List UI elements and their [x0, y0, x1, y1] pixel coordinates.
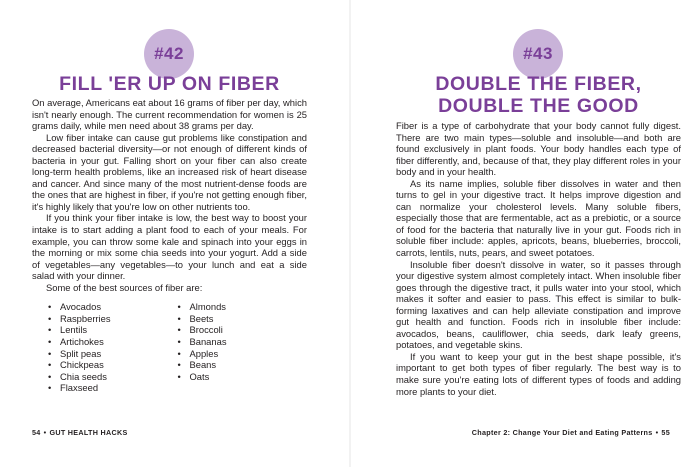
bullet: • [48, 347, 52, 359]
paragraph: If you want to keep your gut in the best shape possible, it's important to get both types of fiber regularly. The best way is to make sure you're eating lots of different types of foods and adding more plants to your diet. [396, 350, 681, 397]
fiber-sources-list [32, 301, 307, 394]
list-item-text: Avocados [60, 301, 102, 313]
bullet: • [177, 312, 181, 324]
list-item-text: Chickpeas [60, 359, 104, 371]
page-number: 54 [32, 428, 41, 437]
list-item-text: Raspberries [60, 312, 111, 324]
list-item [178, 324, 308, 336]
list-item-text: Split peas [60, 347, 102, 359]
list-item-text: Bananas [189, 336, 227, 348]
list-item [178, 301, 308, 313]
page-number: 55 [661, 428, 670, 437]
bullet: • [48, 301, 52, 313]
list-item [48, 336, 178, 348]
bullet: • [48, 336, 52, 348]
bullet: • [177, 301, 181, 313]
bullet: • [177, 347, 181, 359]
footer-separator: • [43, 428, 47, 437]
paragraph: Fiber is a type of carbohydrate that your body cannot fully digest. There are two main types—soluble and insoluble—and both are found exclusively in plant foods. Your body handles each type of fiber differently, and, because of that, they play different roles in your body and in your health. [396, 120, 681, 178]
book-title: GUT HEALTH HACKS [49, 428, 128, 437]
list-item [178, 359, 308, 371]
page-footer [32, 428, 128, 437]
list-item-text: Beans [189, 359, 217, 371]
list-item [48, 359, 178, 371]
list-item [178, 371, 308, 383]
body-text [32, 97, 307, 394]
bullet: • [48, 324, 52, 336]
list-item [178, 313, 308, 325]
list-item [178, 348, 308, 360]
bullet: • [48, 382, 52, 394]
list-item [48, 348, 178, 360]
list-item-text: Artichokes [60, 336, 104, 348]
bullet: • [177, 370, 181, 382]
list-item-text: Chia seeds [60, 370, 107, 382]
paragraph: Low fiber intake can cause gut problems like constipation and decreased bacterial diversity—or not enough of different kinds of bacteria in your gut. Falling short on your fiber can also create long-term health problems, like an increased risk of heart disease and cancer. And since many of the most nutrient-dense foods are the ones that are highest in fiber, if you're not getting enough fiber, it's highly likely that you're low on other nutrients too. [32, 131, 307, 212]
list-item [48, 301, 178, 313]
list-item-text: Lentils [60, 324, 88, 336]
list-item-text: Broccoli [189, 324, 223, 336]
footer-separator: • [655, 428, 659, 437]
fiber-list-column-2 [178, 301, 308, 394]
bullet: • [177, 359, 181, 371]
list-item [48, 382, 178, 394]
list-item-text: Apples [189, 347, 219, 359]
tip-heading [396, 73, 681, 117]
list-item [48, 371, 178, 383]
list-item-text: Almonds [189, 301, 226, 313]
bullet: • [177, 336, 181, 348]
page-footer [472, 428, 670, 437]
bullet: • [48, 312, 52, 324]
chapter-title: Chapter 2: Change Your Diet and Eating Patterns [471, 428, 653, 437]
body-text [396, 120, 681, 397]
list-item-text: Beets [189, 312, 214, 324]
right-page [350, 0, 700, 467]
tip-heading: FILL 'ER UP ON FIBER [59, 73, 280, 95]
list-item [48, 324, 178, 336]
list-item-text: Flaxseed [60, 382, 99, 394]
paragraph: If you think your fiber intake is low, the best way to boost your intake is to start adding a plant food to each of your meals. For example, you can throw some kale and spinach into your eggs in the morning or mix some chia seeds into your yogurt. Add a side of vegetables—any vegetables—to your lunch and eat a side salad with your dinner. [32, 212, 307, 282]
list-item [48, 313, 178, 325]
fiber-list-column-1 [48, 301, 178, 394]
list-item [178, 336, 308, 348]
paragraph: Insoluble fiber doesn't dissolve in water, so it passes through your digestive system almost completely intact. When insoluble fiber goes through the digestive tract, it pulls water into your stool, which makes it softer and easier to pass. This effect is similar to bulk-forming laxatives and can help alleviate constipation and improve gut health and function. Foods rich in insoluble fiber include: avocados, beans, cauliflower, chia seeds, dark leafy greens, potatoes, and vegetable skins. [396, 258, 681, 351]
paragraph: As its name implies, soluble fiber dissolves in water and then turns to gel in your digestive tract. It helps improve digestion and can normalize your cholesterol levels. Many soluble fibers, especially those that are fermentable, act as a prebiotic, or a source of food for the bacteria that naturally live in your gut. Foods rich in soluble fiber include: apples, apricots, beans, blueberries, broccoli, carrots, lentils, nuts, pears, and sweet potatoes. [396, 177, 681, 259]
paragraph: Some of the best sources of fiber are: [46, 281, 203, 293]
tip-number-badge: #43 [513, 29, 563, 79]
tip-number-badge: #42 [144, 29, 194, 79]
list-item-text: Oats [189, 370, 210, 382]
paragraph: On average, Americans eat about 16 grams of fiber per day, which isn't nearly enough. The current recommendation for women is 25 grams daily, while men need about 38 grams per day. [32, 97, 307, 132]
bullet: • [48, 370, 52, 382]
bullet: • [177, 324, 181, 336]
tip-heading-line-2: DOUBLE THE GOOD [438, 95, 639, 117]
bullet: • [48, 359, 52, 371]
tip-heading-line-1: DOUBLE THE FIBER, [435, 73, 642, 95]
